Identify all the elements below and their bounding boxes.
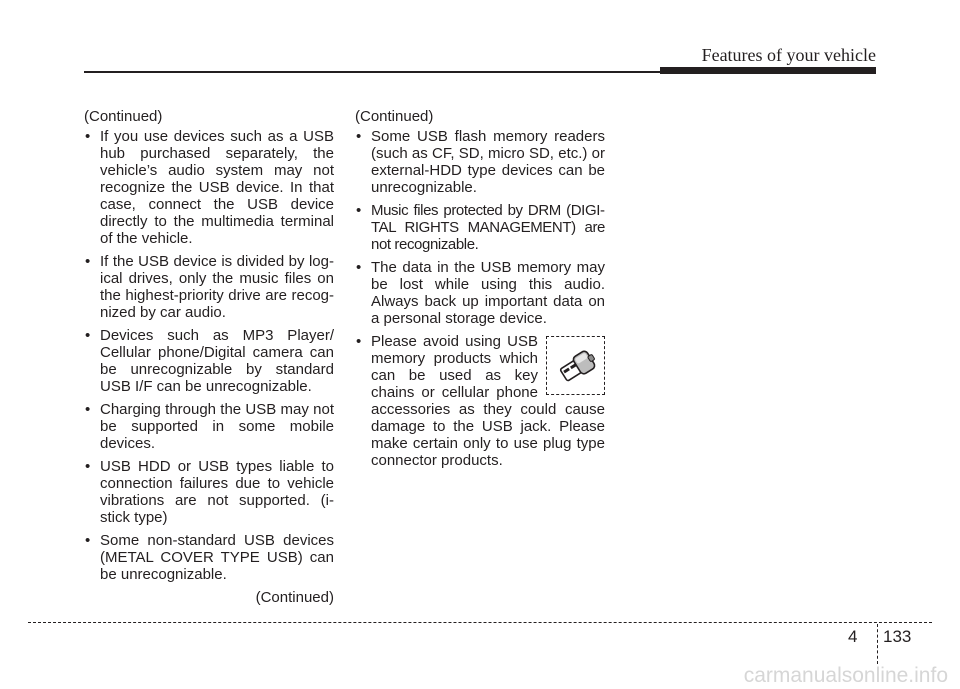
chapter-number: 4: [848, 627, 858, 646]
header-rule-accent: [660, 67, 876, 74]
bullet-item-with-image: [355, 333, 605, 469]
bullet-item: • Music files protected by DRM (DIGITAL RIGHTS MANAGEMENT) are not recognizable.: [355, 202, 605, 253]
continued-label-end: (Continued): [255, 589, 334, 606]
bullet-item: • If the USB device is divided by logical drives, only the music files on the highest-priority drive are recognized by car audio.: [84, 253, 334, 321]
section-title: Features of your vehicle: [701, 45, 876, 65]
right-column: [355, 108, 605, 475]
continued-label: (Continued): [84, 108, 163, 125]
footer-rule: [28, 622, 932, 623]
usb-drive-icon: [547, 337, 604, 394]
continued-label: (Continued): [355, 108, 434, 125]
bullet-item: • Charging through the USB may not be supported in some mobile devices.: [84, 401, 334, 452]
watermark: carmanualsonline.info: [743, 664, 948, 687]
bullet-item: • Some USB flash memory readers (such as CF, SD, micro SD, etc.) or external-HDD type devices can be unrecognizable.: [355, 128, 605, 196]
bullet-item: • The data in the USB memory may be lost while using this audio. Always back up important data on a personal storage device.: [355, 259, 605, 327]
usb-key-image: [546, 336, 605, 395]
bullet-text: Please avoid using USB memory products which can be used as key chains or cellular phone accessories as they could cause damage to the USB jack. Please make certain only to use plug type connector products.: [371, 333, 605, 469]
bullet-item: • Devices such as MP3 Player/ Cellular phone/Digital camera can be unrecognizable by standard USB I/F can be unrecognizable.: [84, 327, 334, 395]
page-number: 133: [883, 627, 912, 646]
bullet-item: • USB HDD or USB types liable to connection failures due to vehicle vibrations are not supported. (i-stick type): [84, 458, 334, 526]
left-column: [84, 108, 334, 606]
bullet-item: • Some non-standard USB devices (METAL COVER TYPE USB) can be unrecognizable.: [84, 532, 334, 583]
bullet-item: • If you use devices such as a USB hub purchased separately, the vehicle’s audio system may not recognize the USB device. In that case, connect the USB device directly to the multimedia terminal of the vehicle.: [84, 128, 334, 247]
header-rule: [84, 71, 660, 73]
page-separator: [877, 624, 878, 664]
